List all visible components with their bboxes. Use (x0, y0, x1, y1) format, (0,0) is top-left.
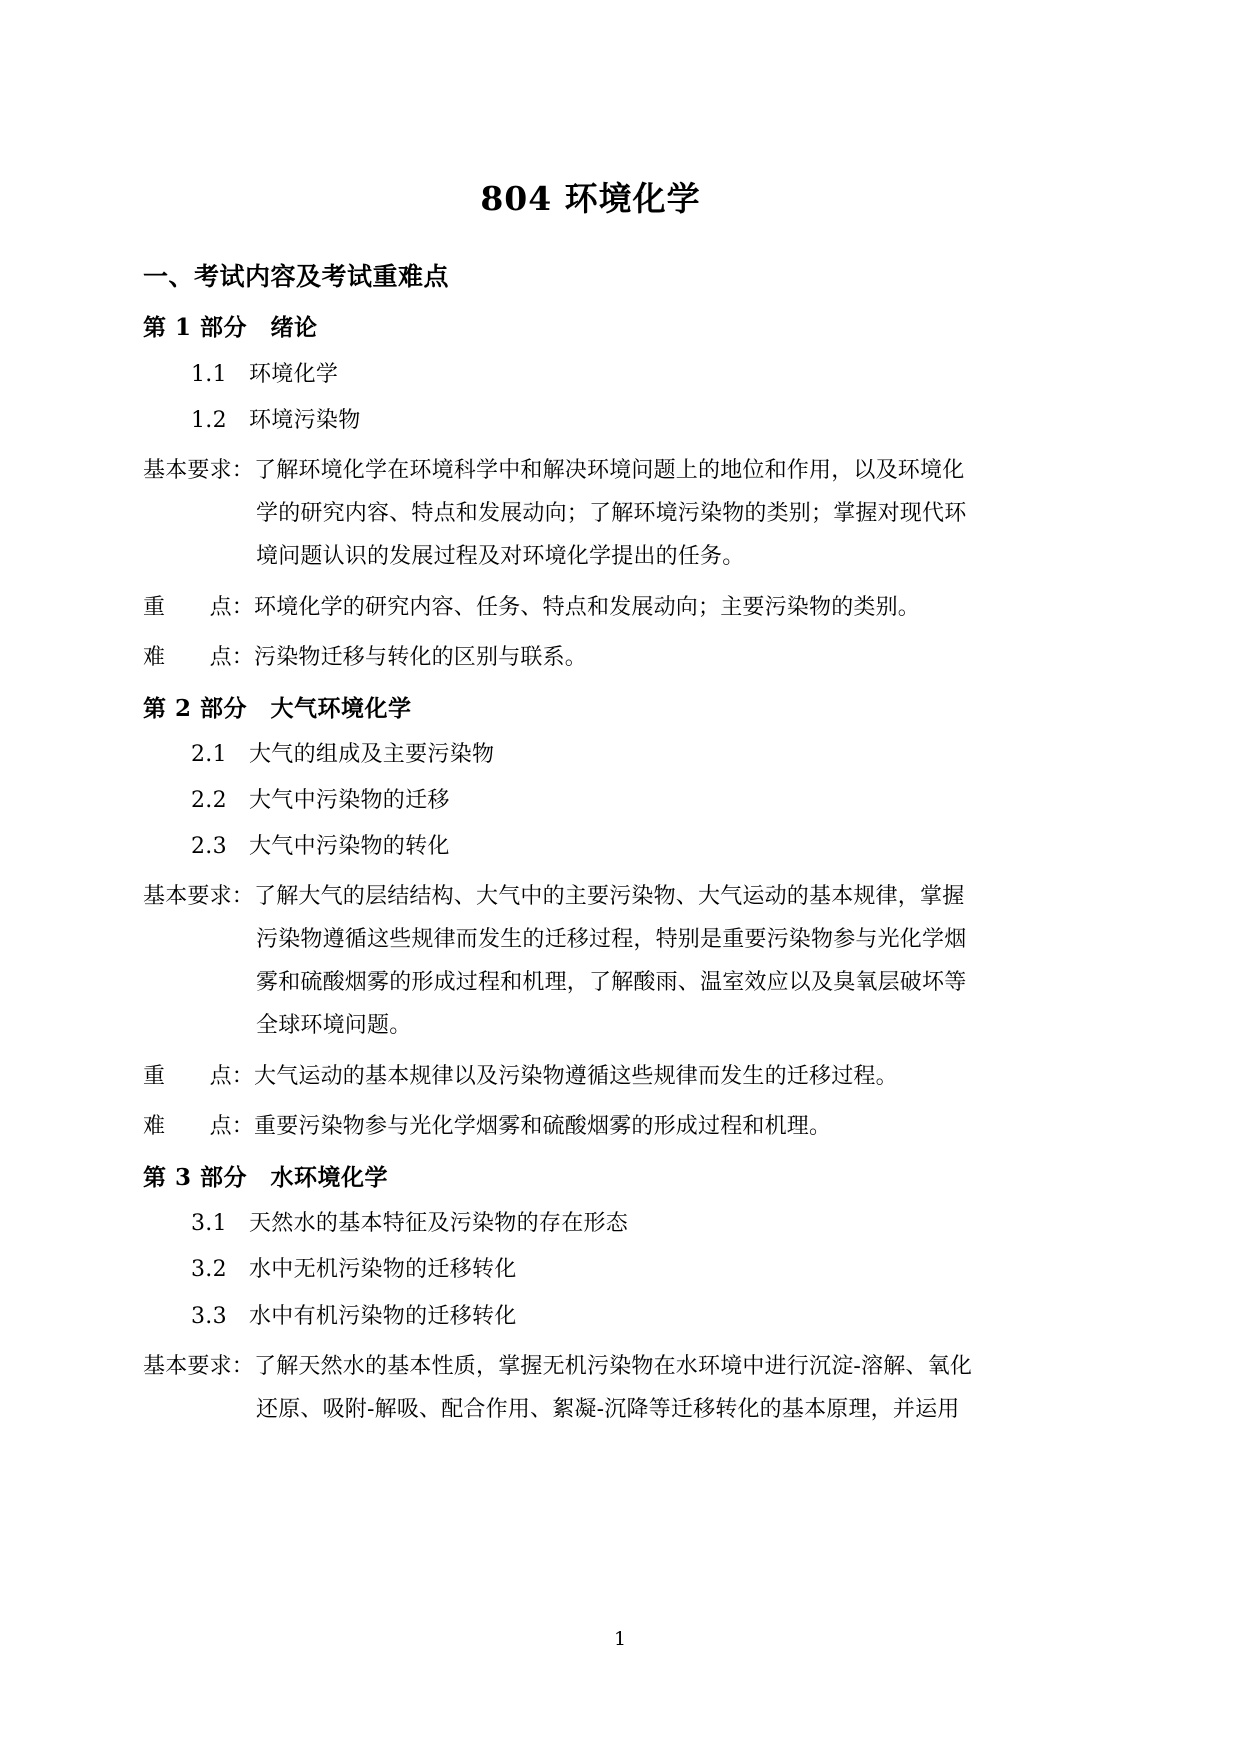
requirement-line: 雾和硫酸烟雾的形成过程和机理，了解酸雨、温室效应以及臭氧层破坏等 (256, 970, 967, 996)
key-point-1: 重 点：环境化学的研究内容、任务、特点和发展动向；主要污染物的类别。 (143, 594, 921, 620)
sub-item-number: 3.1 (191, 1211, 227, 1237)
sub-item-label: 天然水的基本特征及污染物的存在形态 (249, 1211, 629, 1237)
part-block-3 (143, 1161, 1038, 1432)
part-heading-2: 第 2 部分 大气环境化学 (143, 694, 412, 722)
sub-item-2-2 (143, 784, 1038, 818)
sub-item-3-1 (143, 1207, 1038, 1241)
part-block-2 (143, 692, 1038, 1147)
sub-item-number: 2.1 (191, 742, 227, 767)
sub-item-label: 大气的组成及主要污染物 (249, 742, 495, 767)
sub-item-label: 水中无机污染物的迁移转化 (249, 1257, 517, 1283)
sub-item-2-1 (143, 738, 1038, 772)
part-block-1 (143, 311, 1038, 677)
sub-item-label: 大气中污染物的迁移 (249, 788, 450, 814)
page-title: 804 环境化学 (480, 179, 701, 218)
sub-item-3-2 (143, 1253, 1038, 1287)
hard-point-1: 难 点：污染物迁移与转化的区别与联系。 (143, 645, 588, 670)
requirement-line: 学的研究内容、特点和发展动向；了解环境污染物的类别；掌握对现代环 (256, 500, 967, 526)
page-number: 1 (613, 1628, 627, 1650)
requirement-line: 全球环境问题。 (256, 1012, 412, 1038)
requirement-line: 还原、吸附-解吸、配合作用、絮凝-沉降等迁移转化的基本原理，并运用 (256, 1396, 960, 1422)
sub-item-label: 环境污染物 (249, 407, 361, 433)
requirement-line: 基本要求：了解天然水的基本性质，掌握无机污染物在水环境中进行沉淀-溶解、氧化 (143, 1353, 973, 1379)
sub-item-1-2 (143, 404, 1038, 438)
hard-point-2: 难 点：重要污染物参与光化学烟雾和硫酸烟雾的形成过程和机理。 (143, 1114, 832, 1140)
sub-item-number: 2.3 (191, 834, 227, 860)
requirement-line: 基本要求：了解大气的层结结构、大气中的主要污染物、大气运动的基本规律，掌握 (143, 884, 965, 910)
sub-item-number: 3.2 (191, 1257, 227, 1283)
sub-item-1-1 (143, 358, 1038, 392)
sub-item-number: 3.3 (191, 1303, 227, 1329)
section-heading-exam-content: 一、考试内容及考试重难点 (143, 261, 450, 291)
requirement-line: 污染物遵循这些规律而发生的迁移过程，特别是重要污染物参与光化学烟 (256, 927, 967, 953)
part-heading-3: 第 3 部分 水环境化学 (143, 1163, 389, 1191)
sub-item-number: 2.2 (191, 788, 227, 814)
sub-item-3-3 (143, 1300, 1038, 1334)
requirement-line: 境问题认识的发展过程及对环境化学提出的任务。 (256, 543, 745, 569)
page-content (143, 178, 1038, 1441)
requirement-block-1 (143, 450, 1038, 579)
requirement-block-3 (143, 1346, 1038, 1432)
sub-item-2-3 (143, 830, 1038, 864)
key-point-2: 重 点：大气运动的基本规律以及污染物遵循这些规律而发生的迁移过程。 (143, 1063, 898, 1089)
requirement-line: 基本要求：了解环境化学在环境科学中和解决环境问题上的地位和作用，以及环境化 (143, 457, 965, 483)
sub-item-label: 大气中污染物的转化 (249, 834, 450, 860)
requirement-block-2 (143, 876, 1038, 1048)
sub-item-label: 环境化学 (249, 361, 339, 387)
sub-item-label: 水中有机污染物的迁移转化 (249, 1303, 517, 1329)
sub-item-number: 1.2 (191, 407, 227, 433)
part-heading-1: 第 1 部分 绪论 (143, 314, 318, 342)
sub-item-number: 1.1 (191, 361, 227, 387)
